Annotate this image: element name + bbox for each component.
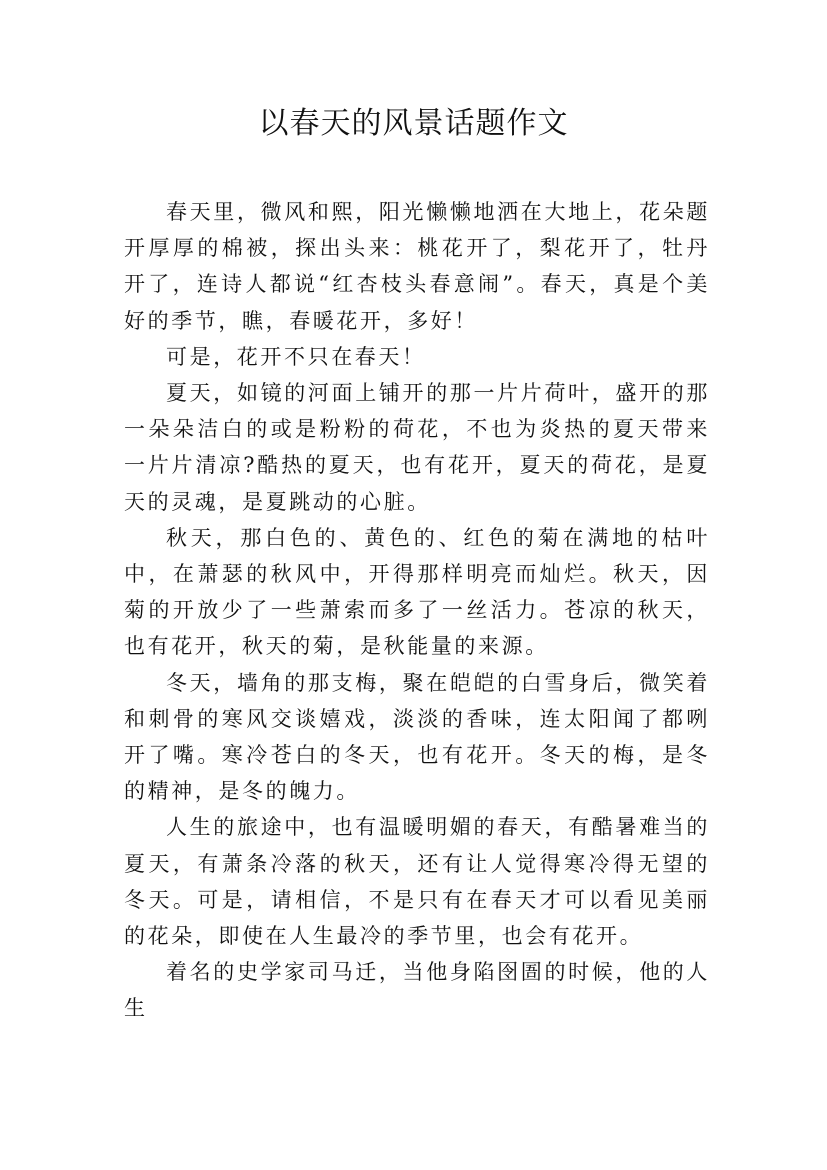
paragraph-spring: 春天里，微风和熙，阳光懒懒地洒在大地上，花朵题开厚厚的棉被，探出头来：桃花开了，梨花开了，牡丹开了，连诗人都说“红杏枝头春意闹”。春天，真是个美好的季节，瞧，春暖花开，多好！ (124, 200, 710, 333)
paragraph-winter: 冬天，墙角的那支梅，聚在皑皑的白雪身后，微笑着和刺骨的寒风交谈嬉戏，淡淡的香味，连太阳闻了都咧开了嘴。寒冷苍白的冬天，也有花开。冬天的梅，是冬的精神，是冬的魄力。 (124, 670, 710, 804)
paragraph-transition: 可是，花开不只在春天！ (166, 344, 426, 369)
paragraph-autumn: 秋天，那白色的、黄色的、红色的菊在满地的枯叶中，在萧瑟的秋风中，开得那样明亮而灿烂。秋天，因菊的开放少了一些萧索而多了一丝活力。苍凉的秋天，也有花开，秋天的菊，是秋能量的来源。 (124, 525, 710, 659)
document-title: 以春天的风景话题作文 (258, 106, 569, 141)
paragraph-summer: 夏天，如镜的河面上铺开的那一片片荷叶，盛开的那一朵朵洁白的或是粉粉的荷花，不也为炎热的夏天带来一片片清凉?酷热的夏天，也有花开，夏天的荷花，是夏天的灵魂，是夏跳动的心脏。 (124, 381, 710, 514)
paragraph-sima-qian: 着名的史学家司马迁，当他身陷囹圄的时候，他的人生 (124, 960, 710, 1021)
paragraph-life: 人生的旅途中，也有温暖明媚的春天，有酷暑难当的夏天，有萧条冷落的秋天，还有让人觉得寒冷得无望的冬天。可是，请相信，不是只有在春天才可以看见美丽的花朵，即使在人生最冷的季节里，也会有花开。 (124, 815, 710, 949)
document-body (124, 194, 710, 1027)
